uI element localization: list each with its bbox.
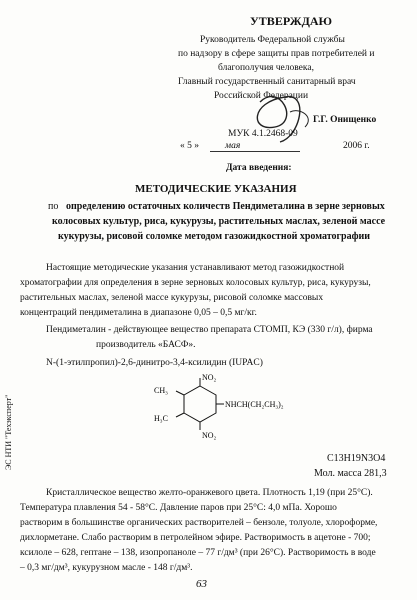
- approval-line: Российской Федерации: [214, 91, 309, 101]
- subtitle-line: кукурузы, рисовой соломке методом газожидкостной хроматографии: [58, 231, 371, 242]
- subtitle-line: определению остаточных количеств Пендиметалина в зерне зерновых: [66, 201, 385, 212]
- date-day: « 5 »: [180, 141, 199, 151]
- date-month: мая: [225, 141, 241, 151]
- paragraph-line: производитель «БАСФ».: [96, 340, 196, 350]
- paragraph-line: концентраций пендиметалина в диапазоне 0,05 – 0,5 мг/кг.: [20, 308, 257, 318]
- subtitle-line: колосовых культур, риса, кукурузы, растительных маслах, зеленой массе: [52, 216, 386, 227]
- paragraph-line: ксилоле – 628, гептане – 138, изопропаноле – 77 г/дм³ (при 26°С). Растворимость в воде: [20, 548, 376, 558]
- date-year: 2006 г.: [343, 141, 370, 151]
- approval-line: по надзору в сфере защиты прав потребителей и: [178, 49, 375, 59]
- paragraph-line: растительных маслах, зеленой массе кукурузы, рисовой соломке массовых: [20, 293, 324, 303]
- molecular-formula: C13H19N3O4: [327, 453, 386, 464]
- paragraph-line: Температура плавления 54 - 58°С. Давление паров при 25°С: 4,0 мПа. Хорошо: [20, 503, 337, 513]
- doc-number: МУК 4.1.2468-09: [228, 129, 298, 139]
- nitro-group-bottom: NO₂: [202, 431, 217, 440]
- side-watermark: ЭС НТИ "Техэксперт": [4, 394, 13, 470]
- paragraph-line: хроматографии для определения в зерне зерновых колосовых культур, риса, кукурузы,: [20, 278, 371, 288]
- iupac-name: N-(1-этилпропил)-2,6-динитро-3,4-ксилидин (IUPAC): [46, 358, 263, 368]
- date-underline: [210, 151, 300, 152]
- page-number: 63: [196, 578, 207, 590]
- paragraph-line: – 0,3 мг/дм³, кукурузном масле - 148 г/дм³.: [20, 563, 193, 573]
- paragraph-line: растворим в большинстве органических растворителей – бензоле, толуоле, хлороформе,: [20, 518, 378, 528]
- structural-formula: [140, 374, 330, 444]
- subtitle-prefix: по: [48, 201, 59, 212]
- paragraph-line: дихлорметане. Слабо растворим в петролейном эфире. Растворимость в ацетоне - 700;: [20, 533, 371, 543]
- methyl-group-top: CH₃: [154, 386, 168, 395]
- molecular-mass: Мол. масса 281,3: [314, 468, 387, 479]
- paragraph-line: Кристаллическое вещество желто-оранжевого цвета. Плотность 1,19 (при 25°С).: [46, 488, 373, 498]
- approval-line: благополучия человека,: [218, 63, 314, 73]
- approval-line: Главный государственный санитарный врач: [178, 77, 356, 87]
- approval-title: УТВЕРЖДАЮ: [250, 14, 333, 28]
- signatory-name: Г.Г. Онищенко: [313, 115, 377, 125]
- methyl-group-bottom: H₃C: [154, 414, 168, 423]
- paragraph-line: Пендиметалин - действующее вещество препарата СТОМП, КЭ (330 г/л), фирма: [46, 325, 373, 335]
- intro-date-label: Дата введения:: [226, 163, 292, 173]
- approval-line: Руководитель Федеральной службы: [200, 35, 345, 45]
- page-title: МЕТОДИЧЕСКИЕ УКАЗАНИЯ: [135, 183, 297, 195]
- amine-group: NHCH(CH₂CH₃)₂: [225, 400, 284, 409]
- nitro-group-top: NO₂: [202, 374, 217, 382]
- paragraph-line: Настоящие методические указания устанавливают метод газожидкостной: [46, 263, 345, 273]
